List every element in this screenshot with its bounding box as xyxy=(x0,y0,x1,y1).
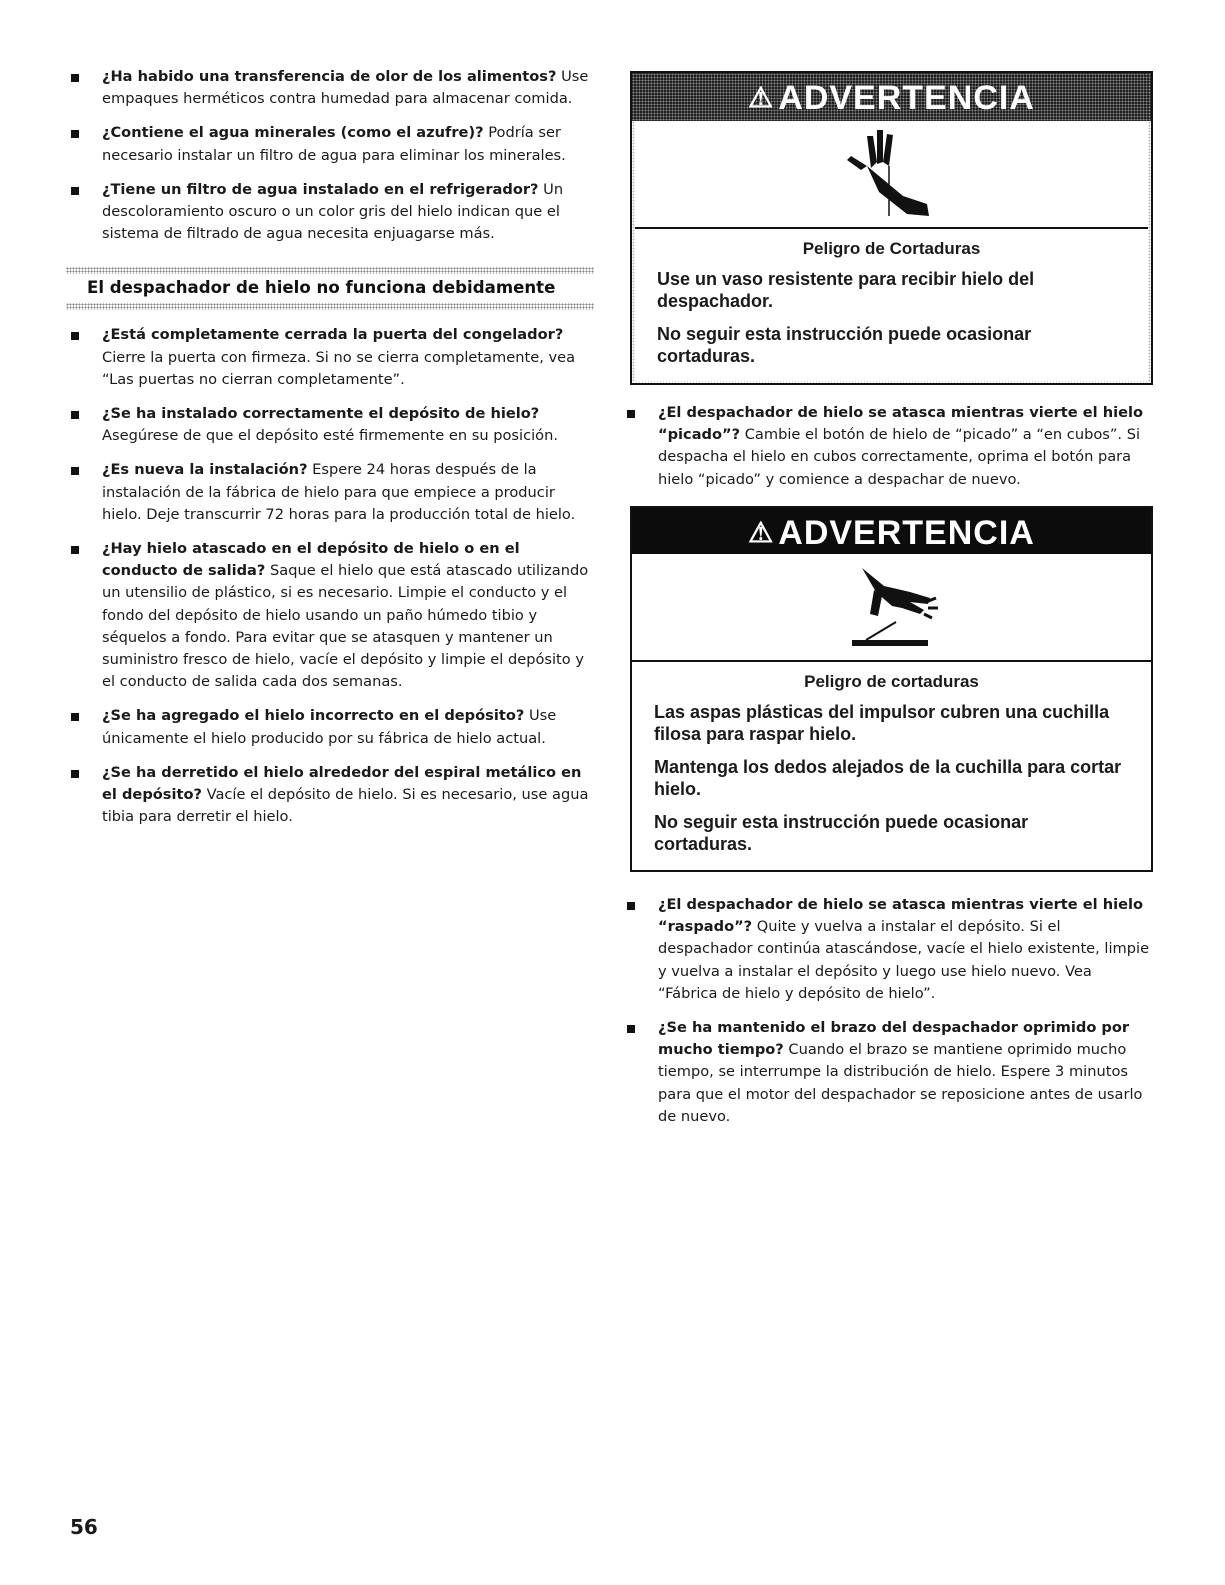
answer: Un descoloramiento oscuro o un color gris del hielo indican que el sistema de filtrado de agua necesita enjuagarse más. xyxy=(102,180,564,243)
list-item xyxy=(622,402,1154,491)
list-item xyxy=(66,538,594,693)
dotted-rule xyxy=(66,303,594,310)
question: ¿Tiene un filtro de agua instalado en el refrigerador? xyxy=(102,180,539,198)
answer: Vacíe el depósito de hielo. Si es necesario, use agua tibia para derretir el hielo. xyxy=(102,786,589,826)
cut-hand-icon xyxy=(837,126,947,222)
list-item xyxy=(66,179,594,246)
list-item xyxy=(622,894,1154,1005)
warning-pictogram xyxy=(632,554,1151,662)
question: ¿Hay hielo atascado en el depósito de hielo o en el conducto de salida? xyxy=(102,540,520,580)
dotted-rule xyxy=(66,267,594,274)
warning-subtitle: Peligro de cortaduras xyxy=(804,672,979,691)
answer: Cuando el brazo se mantiene oprimido mucho tiempo, se interrumpe la distribución de hielo. Espere 3 minutos para que el motor del despachador se reposicione antes de usarlo de nuevo. xyxy=(658,1041,1143,1125)
mid-list xyxy=(622,402,1154,491)
answer: Cambie el botón de hielo de “picado” a “en cubos”. Si despacha el hielo en cubos correctamente, oprima el botón para hielo “picado” y comience a despachar de nuevo. xyxy=(658,426,1141,488)
page-number: 56 xyxy=(70,1515,98,1539)
warning-header: ⚠ ADVERTENCIA xyxy=(632,508,1151,554)
right-bottom xyxy=(622,894,1154,1140)
question: ¿Es nueva la instalación? xyxy=(102,461,308,479)
list-item xyxy=(66,403,594,447)
warning-triangle-icon: ⚠ xyxy=(748,517,775,548)
answer: Asegúrese de que el depósito esté firmemente en su posición. xyxy=(102,427,558,445)
warning-header: ⚠ ADVERTENCIA xyxy=(632,73,1151,121)
question: ¿Se ha agregado el hielo incorrecto en el depósito? xyxy=(102,707,525,725)
list-item xyxy=(66,705,594,749)
warning-triangle-icon: ⚠ xyxy=(748,82,775,113)
question: ¿Se ha mantenido el brazo del despachador oprimido por mucho tiempo? xyxy=(658,1019,1130,1059)
warning-message: Las aspas plásticas del impulsor cubren una cuchilla filosa para raspar hielo. xyxy=(654,702,1110,744)
warning-subtitle: Peligro de Cortaduras xyxy=(802,239,981,258)
question: ¿El despachador de hielo se atasca mientras vierte el hielo “picado”? xyxy=(658,404,1144,444)
answer: Quite y vuelva a instalar el depósito. Si el despachador continúa atascándose, vacíe el hielo existente, limpie y vuelva a instalar el depósito y luego use hielo nuevo. Vea “Fábrica de hielo y depósito de hielo”. xyxy=(658,918,1150,1002)
answer: Podría ser necesario instalar un filtro de agua para eliminar los minerales. xyxy=(102,124,566,164)
list-item xyxy=(66,762,594,829)
warning-message: No seguir esta instrucción puede ocasionar cortaduras. xyxy=(657,324,1032,366)
warning-pictogram xyxy=(635,121,1148,229)
question: ¿Se ha instalado correctamente el depósito de hielo? xyxy=(102,405,540,423)
warning-box-cut xyxy=(630,71,1153,385)
section-heading xyxy=(66,267,594,310)
answer: Cierre la puerta con firmeza. Si no se cierra completamente, vea “Las puertas no cierran completamente”. xyxy=(102,348,576,388)
answer: Espere 24 horas después de la instalación de la fábrica de hielo para que empiece a producir hielo. Deje transcurrir 72 horas para la producción total de hielo. xyxy=(102,461,576,523)
question: ¿Se ha derretido el hielo alrededor del espiral metálico en el depósito? xyxy=(102,763,582,804)
section-title: El despachador de hielo no funciona debidamente xyxy=(87,278,556,298)
warning-message: Mantenga los dedos alejados de la cuchilla para cortar hielo. xyxy=(654,757,1122,799)
question: ¿Ha habido una transferencia de olor de los alimentos? xyxy=(102,68,557,85)
question: ¿Contiene el agua minerales (como el azufre)? xyxy=(102,124,484,142)
warning-body xyxy=(635,229,1148,381)
left-column xyxy=(66,66,594,840)
hand-blade-icon xyxy=(832,562,952,652)
list-item xyxy=(66,122,594,166)
warning-body xyxy=(632,662,1151,881)
section-list xyxy=(66,324,594,828)
list-item xyxy=(66,324,594,391)
warning-message: No seguir esta instrucción puede ocasionar cortaduras. xyxy=(654,812,1029,854)
warning-box-blade xyxy=(630,506,1153,872)
list-item xyxy=(622,1017,1154,1128)
question: ¿El despachador de hielo se atasca mientras vierte el hielo “raspado”? xyxy=(658,896,1144,936)
bottom-list xyxy=(622,894,1154,1128)
list-item xyxy=(66,66,594,110)
answer: Use únicamente el hielo producido por su fábrica de hielo actual. xyxy=(102,707,557,747)
question: ¿Está completamente cerrada la puerta del congelador? xyxy=(102,326,564,344)
right-mid xyxy=(622,402,1154,503)
top-list xyxy=(66,66,594,245)
answer: Use empaques herméticos contra humedad para almacenar comida. xyxy=(102,68,589,108)
warning-message: Use un vaso resistente para recibir hielo del despachador. xyxy=(657,269,1035,311)
list-item xyxy=(66,459,594,526)
answer: Saque el hielo que está atascado utilizando un utensilio de plástico, si es necesario. Limpie el conducto y el fondo del depósito de hielo usando un paño húmedo tibio y séquelos a fondo. Para evitar que se atasquen y mantener un suministro fresco de hielo, vacíe el depósito y limpie el depósito y el conducto de salida cada dos semanas. xyxy=(102,562,589,691)
